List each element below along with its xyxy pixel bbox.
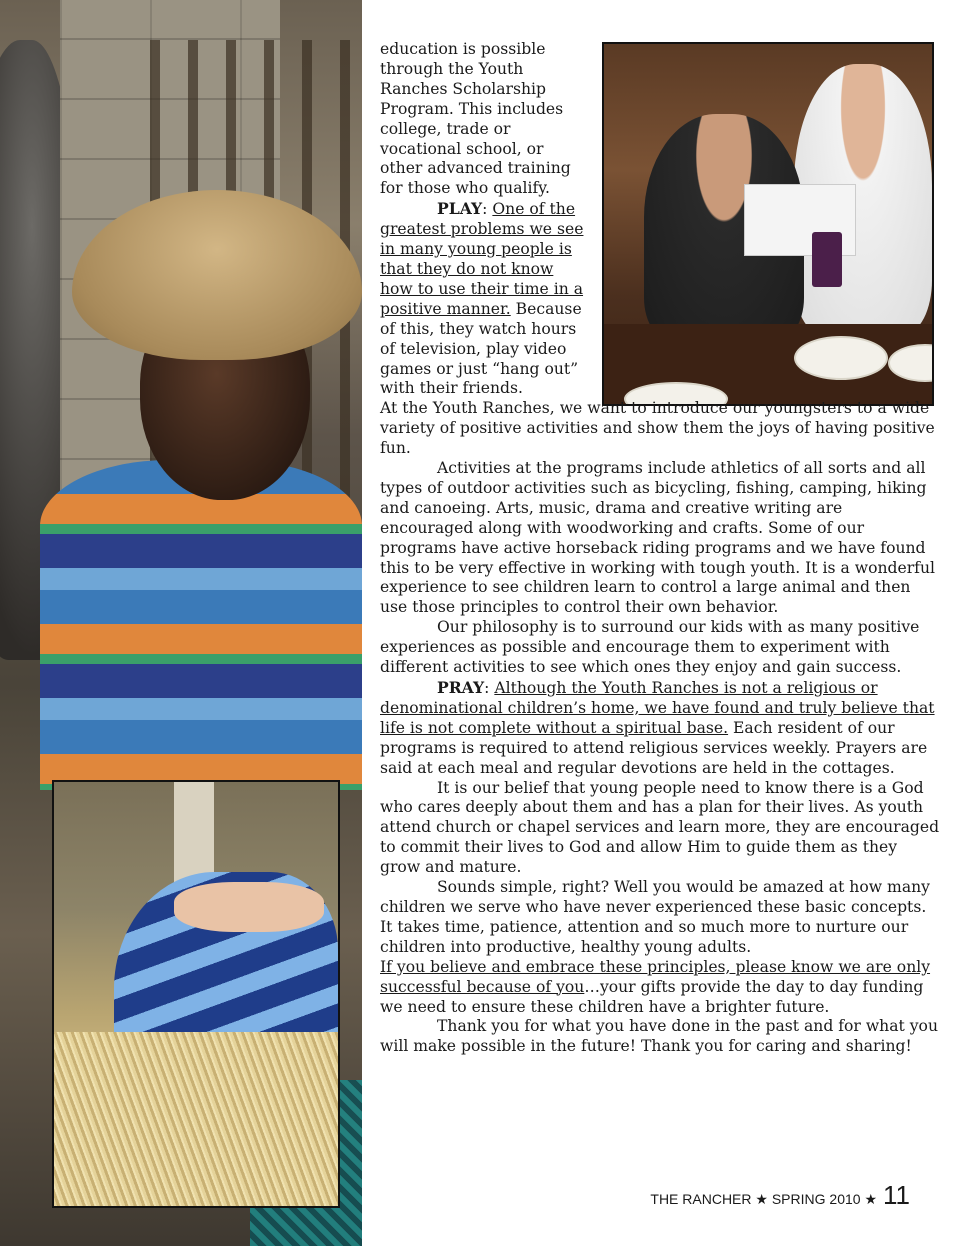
striped-shirt — [40, 460, 362, 790]
article-body — [380, 40, 940, 1057]
paragraph-philosophy: Our philosophy is to surround our kids with as many positive experiences as possible and encourage them to experiment with different activities to see which ones they enjoy and gain success. — [380, 618, 920, 677]
paragraph-scholarship: education is possible through the Youth Ranches Scholarship Program. This includes college, trade or vocational school, or other advanced training for those who qualify. — [380, 40, 571, 198]
pray-heading: PRAY — [437, 678, 485, 697]
sounds-underlined-text: If you believe and embrace these principles, please know we are only successful because of you — [380, 957, 931, 996]
photo-boy-hay-bale — [52, 780, 340, 1208]
page-number: 11 — [883, 1180, 910, 1210]
paragraph-play — [380, 199, 590, 399]
play-heading: PLAY — [437, 199, 483, 219]
pray-colon: : — [484, 679, 495, 697]
play-rest-text: Because of this, they watch hours of television, play video games or just “hang out” with their friends. — [380, 299, 582, 398]
paragraph-belief: It is our belief that young people need to know there is a God who cares deeply about them and has a plan for their lives. As youth attend church or chapel services and learn more, they are encouraged to commit their lives to God and allow Him to guide them as they grow and mature. — [380, 778, 940, 877]
page-footer — [650, 1180, 910, 1211]
hay-bale — [54, 1032, 338, 1206]
paragraph-pray — [380, 678, 940, 779]
paragraph-activities: Activities at the programs include athletics of all sorts and all types of outdoor activities such as bicycling, fishing, camping, hiking and canoeing. Arts, music, drama and creative writing are encouraged along with woodworking and crafts. Some of our programs have active horseback riding programs and we have found this to be very effective in working with tough youth. It is a wonderful experience to see children learn to control a large animal and then use those principles to control their own behavior. — [380, 459, 935, 617]
pray-underlined-text: Although the Youth Ranches is not a religious or denominational children’s home, we have found and truly believe that life is not complete without a spiritual base. — [380, 679, 935, 737]
play-colon: : — [482, 200, 493, 219]
play-underlined-text: One of the greatest problems we see in many young people is that they do not know how to use their time in a positive manner. — [380, 200, 584, 318]
paragraph-sounds-simple — [380, 878, 940, 1017]
paragraph-thank-you: Thank you for what you have done in the past and for what you will make possible in the future! Thank you for caring and sharing! — [380, 1017, 938, 1056]
paragraph-youth-ranches: At the Youth Ranches, we want to introduce our youngsters to a wide variety of positive activities and show them the joys of having positive fun. — [380, 399, 935, 458]
publication-name: THE RANCHER ★ SPRING 2010 ★ — [650, 1191, 877, 1207]
sounds-end-text: …your gifts provide the day to day funding we need to ensure these children have a brighter future. — [380, 977, 924, 1016]
pray-rest-text: Each resident of our programs is required to attend religious services weekly. Prayers are said at each meal and regular devotions are held in the cottages. — [380, 718, 928, 777]
sounds-text: Sounds simple, right? Well you would be amazed at how many children we serve who have never experienced these basic concepts. It takes time, patience, attention and so much more to nurture our children into productive, healthy young adults. — [380, 878, 930, 956]
adult-hand — [174, 882, 324, 932]
